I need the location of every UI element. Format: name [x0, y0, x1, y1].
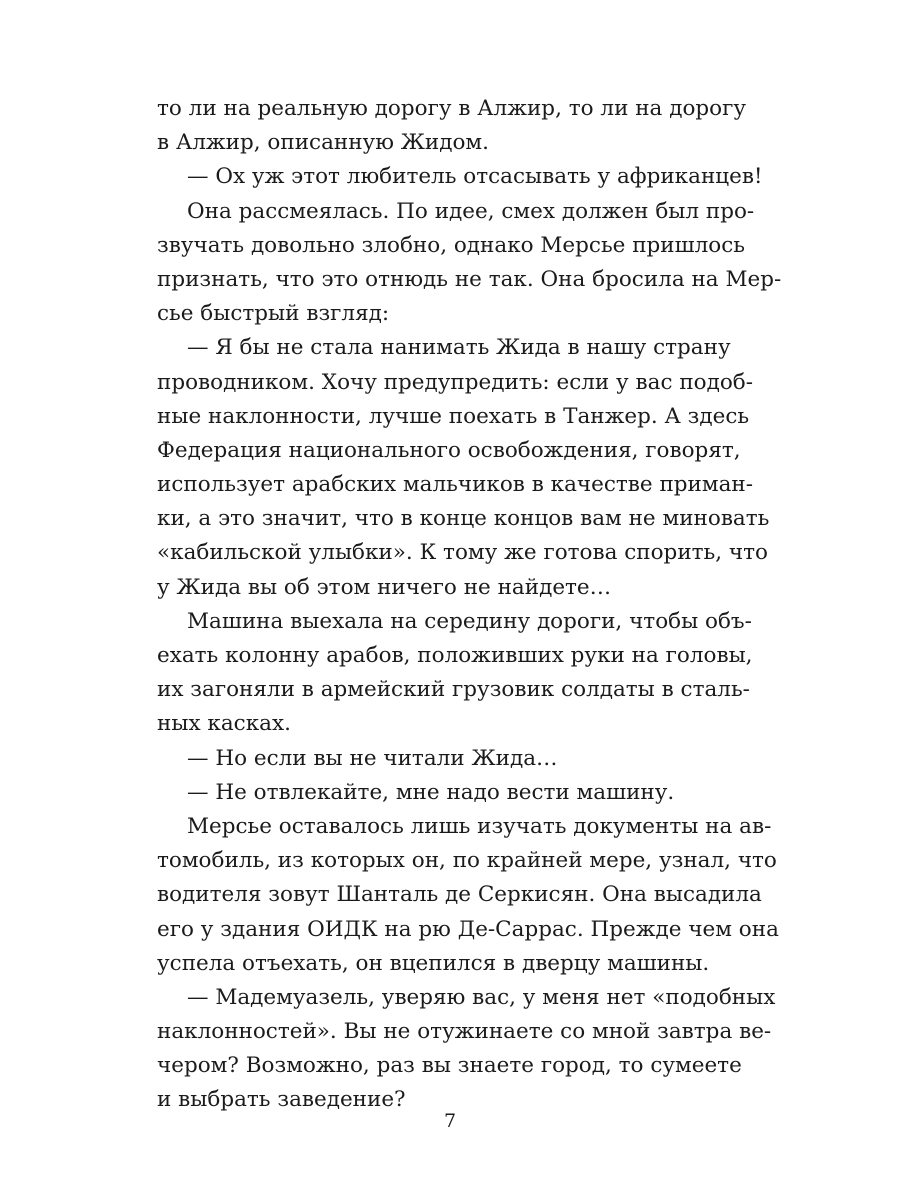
text-line: в Алжир, описанную Жидом.	[157, 130, 489, 156]
text-line: — Не отвлекайте, мне надо вести машину.	[187, 779, 675, 805]
paragraph	[157, 605, 753, 742]
text-line: у Жида вы об этом ничего не найдете…	[157, 574, 612, 600]
text-line: ные наклонности, лучше поехать в Танжер. А здесь	[157, 403, 750, 429]
text-line: водителя зовут Шанталь де Серкисян. Она высадила	[157, 882, 762, 908]
text-line: Мерсье оставалось лишь изучать документы на ав-	[187, 813, 772, 839]
paragraph	[157, 776, 721, 810]
text-line: его у здания ОИДК на рю Де-Саррас. Прежде чем она	[157, 916, 779, 942]
text-line: их загоняли в армейский грузовик солдаты в сталь-	[157, 677, 750, 703]
text-line: сье быстрый взгляд:	[157, 301, 390, 327]
text-line: признать, что это отнюдь не так. Она бросила на Мер-	[157, 266, 782, 292]
text-line: использует арабских мальчиков в качестве приман-	[157, 472, 754, 498]
text-line: ехать колонну арабов, положивших руки на головы,	[157, 643, 753, 668]
paragraph	[157, 92, 747, 160]
page-number: 7	[443, 1110, 457, 1132]
text-line: «кабильской улыбки». К тому же готова спорить, что	[157, 540, 768, 566]
text-line: наклонностей». Вы не отужинаете со мной завтра ве-	[157, 1019, 772, 1045]
text-line: — Ох уж этот любитель отсасывать у африканцев!	[187, 164, 763, 190]
paragraph	[157, 742, 721, 776]
text-line: томобиль, из которых он, по крайней мере, узнал, что	[157, 848, 777, 874]
text-line: — Но если вы не читали Жида…	[187, 745, 558, 771]
text-line: и выбрать заведение?	[157, 1087, 406, 1113]
paragraph	[157, 160, 763, 194]
text-line: звучать довольно злобно, однако Мерсье пришлось	[157, 232, 745, 258]
paragraph	[157, 331, 770, 605]
text-line: Она рассмеялась. По идее, смех должен был про-	[187, 198, 755, 224]
text-line: чером? Возможно, раз вы знаете город, то сумеете	[157, 1053, 742, 1079]
page-body	[157, 92, 782, 1118]
text-line: успела отъехать, он вцепился в дверцу машины.	[157, 950, 710, 976]
paragraph	[157, 810, 779, 981]
text-line: ных касках.	[157, 711, 291, 737]
text-line: проводником. Хочу предупредить: если у вас подоб-	[157, 369, 754, 395]
paragraph	[157, 981, 776, 1118]
text-line: — Мадемуазель, уверяю вас, у меня нет «подобных	[187, 984, 776, 1010]
text-line: Машина выехала на середину дороги, чтобы объ-	[187, 608, 752, 634]
paragraph	[157, 195, 782, 332]
text-line: ки, а это значит, что в конце концов вам не миновать	[157, 506, 770, 532]
text-line: — Я бы не стала нанимать Жида в нашу страну	[187, 335, 731, 361]
text-line: то ли на реальную дорогу в Алжир, то ли на дорогу	[157, 96, 747, 121]
text-line: Федерация национального освобождения, говорят,	[157, 437, 741, 463]
